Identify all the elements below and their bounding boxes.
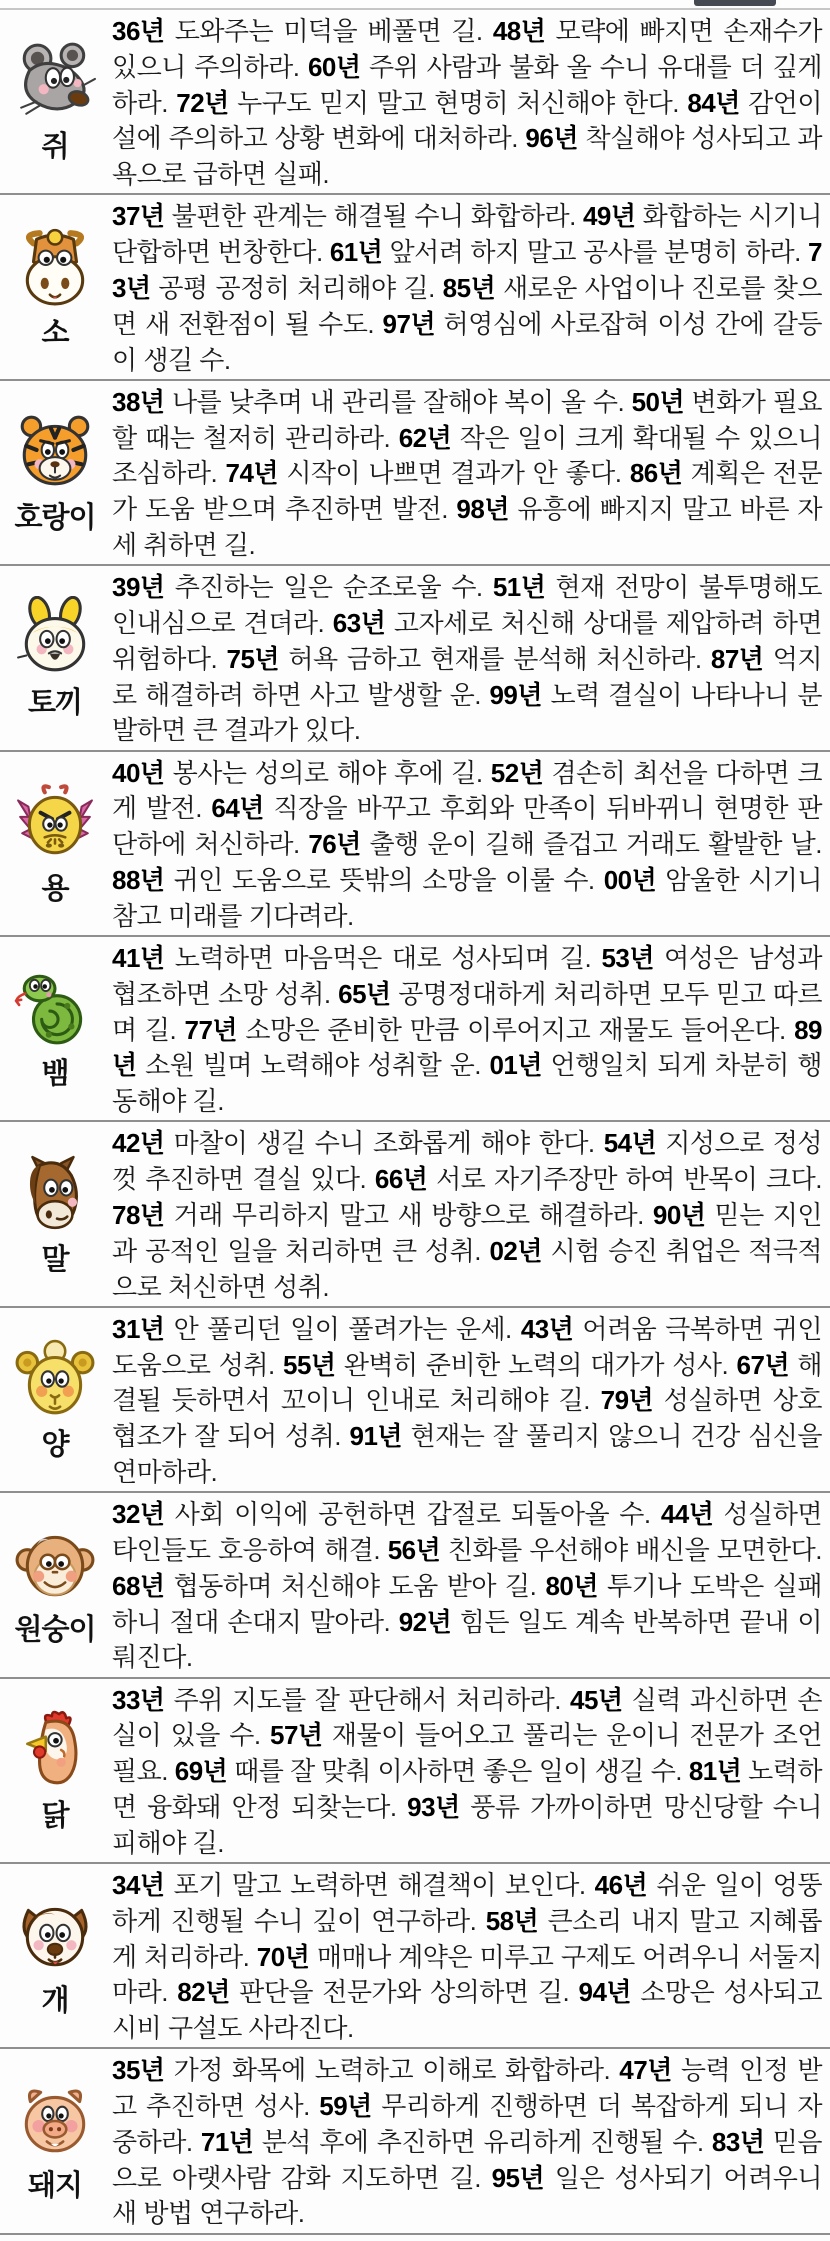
year-marker: 88년 [112, 864, 165, 895]
zodiac-label: 개 [41, 1985, 69, 2018]
fortune-text [110, 10, 830, 193]
horse-icon [14, 1153, 96, 1235]
zodiac-row-rooster [0, 1679, 830, 1864]
year-marker: 77년 [184, 1014, 238, 1045]
fortune-segment: 어려움 극복하면 귀인 도움으로 성취. [112, 1313, 822, 1380]
fortune-segment: 불편한 관계는 해결될 수니 화합하라. [171, 201, 576, 232]
zodiac-row-snake [0, 937, 830, 1122]
year-marker: 35년 [112, 2055, 165, 2086]
fortune-text [110, 937, 830, 1120]
fortune-text [110, 1493, 830, 1676]
fortune-segment: 출행 운이 길해 즐겁고 거래도 활발한 날. [369, 829, 822, 860]
fortune-segment: 암울한 시기니 참고 미래를 기다려라. [112, 864, 822, 931]
zodiac-row-rat [0, 10, 830, 195]
fortune-segment: 노력 결실이 나타나니 분발하면 큰 결과가 있다. [112, 679, 822, 746]
fortune-segment: 포기 말고 노력하면 해결책이 보인다. [173, 1869, 586, 1900]
year-marker: 91년 [349, 1421, 403, 1452]
fortune-segment: 도와주는 미덕을 베풀면 길. [174, 16, 483, 46]
fortune-text [110, 1679, 830, 1862]
year-marker: 76년 [308, 829, 361, 860]
fortune-segment: 유흥에 빠지지 말고 바른 자세 취하면 길. [112, 494, 823, 560]
fortune-segment: 누구도 믿지 말고 현명히 처신해야 한다. [237, 87, 680, 118]
year-marker: 87년 [710, 643, 764, 674]
year-marker: 55년 [282, 1349, 336, 1380]
year-marker: 82년 [177, 1977, 230, 2008]
fortune-segment: 능력 인정 받고 추진하면 성사. [112, 2055, 822, 2122]
zodiac-label: 돼지 [27, 2170, 83, 2203]
fortune-segment: 소원 빌며 노력해야 성취할 운. [145, 1050, 481, 1081]
year-marker: 59년 [319, 2091, 372, 2122]
fortune-text [110, 2049, 830, 2232]
fortune-text [110, 566, 830, 749]
zodiac-label: 닭 [41, 1799, 69, 1832]
fortune-segment: 거래 무리하지 말고 새 방향으로 해결하라. [173, 1199, 644, 1230]
fortune-segment: 사회 이익에 공헌하면 갑절로 되돌아올 수. [174, 1499, 651, 1530]
fortune-segment: 성실하면 상호 협조가 잘 되어 성취. [112, 1385, 822, 1452]
fortune-segment: 언행일치 되게 차분히 행동해야 길. [112, 1050, 822, 1117]
fortune-text [110, 381, 830, 564]
zodiac-row-ox [0, 195, 830, 380]
year-marker: 44년 [660, 1499, 714, 1530]
year-marker: 89년 [112, 1014, 822, 1081]
year-marker: 39년 [112, 572, 165, 603]
fortune-segment: 판단을 전문가와 상의하면 길. [239, 1977, 570, 2008]
zodiac-row-rabbit [0, 566, 830, 751]
year-marker: 53년 [601, 942, 654, 973]
year-marker: 58년 [485, 1905, 539, 1936]
year-marker: 79년 [600, 1385, 654, 1416]
fortune-segment: 서로 자기주장만 하여 반목이 크다. [436, 1164, 822, 1195]
fortune-segment: 허영심에 사로잡혀 이성 간에 갈등이 생길 수. [112, 308, 822, 375]
zodiac-sign-cell [0, 937, 110, 1120]
rat-icon [14, 40, 96, 122]
year-marker: 75년 [226, 643, 280, 674]
zodiac-sign-cell [0, 752, 110, 935]
zodiac-sign-cell [0, 381, 110, 564]
year-marker: 00년 [603, 864, 657, 895]
fortune-segment: 고자세로 처신해 상대를 제압하려 하면 위험하다. [112, 607, 822, 674]
year-marker: 63년 [332, 607, 386, 638]
fortune-segment: 나를 낮추며 내 관리를 잘해야 복이 올 수. [171, 386, 625, 417]
fortune-segment: 현재는 잘 풀리지 않으니 건강 심신을 연마하라. [112, 1421, 823, 1487]
year-marker: 66년 [374, 1164, 428, 1195]
year-marker: 72년 [176, 87, 229, 118]
zodiac-row-dragon [0, 752, 830, 937]
fortune-segment: 분석 후에 추진하면 유리하게 진행될 수. [261, 2126, 704, 2157]
year-marker: 96년 [525, 123, 578, 154]
fortune-segment: 재물이 들어오고 풀리는 운이니 전문가 조언 필요. [112, 1720, 822, 1787]
fortune-text [110, 1122, 830, 1305]
fortune-segment: 풍류 가까이하면 망신당할 수니 피해야 길. [112, 1791, 823, 1858]
fortune-segment: 소망은 성사되고 시비 구설도 사라진다. [112, 1977, 822, 2044]
dog-icon [14, 1894, 96, 1976]
year-marker: 69년 [174, 1756, 228, 1787]
fortune-segment: 때를 잘 맞춰 이사하면 좋은 일이 생길 수. [234, 1756, 683, 1787]
year-marker: 78년 [112, 1199, 165, 1230]
zodiac-sign-cell [0, 1308, 110, 1491]
fortune-segment: 계획은 전문가 도움 받으며 추진하면 발전. [112, 458, 822, 525]
year-marker: 95년 [491, 2162, 545, 2193]
fortune-text [110, 1308, 830, 1491]
zodiac-sign-cell [0, 10, 110, 193]
fortune-segment: 협동하며 처신해야 도움 받아 길. [173, 1570, 537, 1601]
fortune-segment: 안 풀리던 일이 풀려가는 운세. [173, 1313, 512, 1344]
fortune-text [110, 195, 830, 378]
fortune-segment: 감언이설에 주의하고 상황 변화에 대처하라. [112, 87, 822, 154]
fortune-segment: 변화가 필요할 때는 철저히 관리하라. [112, 386, 822, 453]
zodiac-table [0, 8, 830, 2235]
zodiac-row-monkey [0, 1493, 830, 1678]
year-marker: 45년 [570, 1684, 623, 1715]
zodiac-sign-cell [0, 2049, 110, 2232]
year-marker: 74년 [225, 458, 279, 489]
year-marker: 56년 [387, 1534, 441, 1565]
fortune-segment: 추진하는 일은 순조로울 수. [174, 572, 483, 603]
fortune-text [110, 752, 830, 935]
zodiac-row-horse [0, 1122, 830, 1307]
year-marker: 83년 [711, 2126, 765, 2157]
year-marker: 42년 [112, 1128, 165, 1159]
fortune-segment: 믿음으로 아랫사람 감화 지도하면 길. [112, 2126, 822, 2193]
fortune-text [110, 1864, 830, 2047]
fortune-segment: 작은 일이 크게 확대될 수 있으니 조심하라. [112, 422, 822, 489]
fortune-segment: 마찰이 생길 수니 조화롭게 해야 한다. [173, 1128, 595, 1159]
fortune-segment: 친화를 우선해야 배신을 모면한다. [447, 1534, 822, 1565]
year-marker: 98년 [456, 494, 509, 525]
fortune-segment: 큰소리 내지 말고 지혜롭게 처리하라. [112, 1905, 822, 1972]
fortune-segment: 억지로 해결하려 하면 사고 발생할 운. [112, 643, 822, 710]
zodiac-label: 소 [41, 316, 69, 349]
cropped-header-remnant [694, 0, 776, 6]
ox-icon [14, 226, 96, 308]
tiger-icon [14, 411, 96, 493]
year-marker: 68년 [112, 1570, 165, 1601]
zodiac-row-pig [0, 2049, 830, 2234]
fortune-segment: 현재 전망이 불투명해도 인내심으로 견뎌라. [112, 572, 822, 638]
fortune-segment: 화합하는 시기니 단합하면 번창한다. [112, 201, 822, 268]
fortune-segment: 주위 지도를 잘 판단해서 처리하라. [173, 1684, 562, 1715]
year-marker: 02년 [489, 1235, 542, 1266]
fortune-segment: 공명정대하게 처리하면 모두 믿고 따르며 길. [112, 978, 822, 1045]
zodiac-sign-cell [0, 195, 110, 378]
year-marker: 36년 [112, 16, 165, 46]
fortune-segment: 성실하면 타인들도 호응하여 해결. [112, 1499, 822, 1565]
year-marker: 65년 [338, 978, 391, 1009]
fortune-segment: 주위 사람과 불화 올 수니 유대를 더 깊게 하라. [112, 51, 823, 118]
year-marker: 94년 [578, 1977, 632, 2008]
year-marker: 60년 [307, 51, 361, 82]
zodiac-sign-cell [0, 1493, 110, 1676]
zodiac-label: 토끼 [27, 687, 83, 720]
year-marker: 32년 [112, 1499, 165, 1530]
fortune-segment: 쉬운 일이 엉뚱하게 진행될 수니 깊이 연구하라. [112, 1869, 822, 1936]
zodiac-label: 쥐 [41, 131, 69, 164]
fortune-segment: 봉사는 성의로 해야 후에 길. [172, 757, 483, 788]
dragon-icon [14, 782, 96, 864]
fortune-segment: 여성은 남성과 협조하면 소망 성취. [112, 942, 822, 1009]
fortune-segment: 허욕 금하고 현재를 분석해 처신하라. [288, 643, 702, 674]
fortune-segment: 소망은 준비한 만큼 이루어지고 재물도 들어온다. [245, 1014, 786, 1045]
fortune-segment: 착실해야 성사되고 과욕으로 급하면 실패. [112, 123, 822, 190]
year-marker: 34년 [112, 1869, 165, 1900]
fortune-segment: 해결될 듯하면서 꼬이니 인내로 처리해야 길. [112, 1349, 822, 1416]
zodiac-sign-cell [0, 1122, 110, 1305]
fortune-segment: 가정 화목에 노력하고 이해로 화합하라. [173, 2055, 611, 2086]
fortune-segment: 새로운 사업이나 진로를 찾으면 새 전환점이 될 수도. [112, 272, 822, 339]
fortune-segment: 무리하게 진행하면 더 복잡하게 되니 자중하라. [112, 2091, 823, 2157]
year-marker: 90년 [652, 1199, 706, 1230]
zodiac-label: 양 [41, 1428, 69, 1461]
fortune-segment: 매매나 계약은 미루고 구제도 어려우니 서둘지 마라. [112, 1941, 822, 2008]
year-marker: 48년 [492, 16, 546, 46]
year-marker: 31년 [112, 1313, 165, 1344]
zodiac-label: 뱀 [41, 1058, 69, 1091]
fortune-segment: 완벽히 준비한 노력의 대가가 성사. [343, 1349, 729, 1380]
year-marker: 80년 [545, 1570, 598, 1601]
year-marker: 52년 [490, 757, 544, 788]
snake-icon [14, 967, 96, 1049]
year-marker: 84년 [687, 87, 740, 118]
fortune-segment: 노력하면 마음먹은 대로 성사되며 길. [174, 942, 592, 973]
year-marker: 99년 [489, 679, 542, 710]
zodiac-sign-cell [0, 566, 110, 749]
year-marker: 71년 [200, 2126, 254, 2157]
zodiac-row-sheep [0, 1308, 830, 1493]
year-marker: 01년 [489, 1050, 542, 1081]
fortune-segment: 일은 성사되기 어려우니 새 방법 연구하라. [112, 2162, 822, 2229]
rabbit-icon [14, 596, 96, 678]
year-marker: 97년 [382, 308, 436, 339]
year-marker: 67년 [736, 1349, 790, 1380]
year-marker: 81년 [688, 1756, 742, 1787]
year-marker: 93년 [407, 1791, 460, 1822]
zodiac-label: 원숭이 [14, 1614, 96, 1647]
fortune-segment: 직장을 바꾸고 후회와 만족이 뒤바뀌니 현명한 판단하에 처신하라. [112, 793, 823, 860]
zodiac-row-dog [0, 1864, 830, 2049]
fortune-segment: 실력 과신하면 손실이 있을 수. [112, 1684, 822, 1751]
fortune-segment: 앞서려 하지 말고 공사를 분명히 하라. [389, 237, 801, 268]
fortune-segment: 노력하면 융화돼 안정 되찾는다. [112, 1756, 823, 1822]
zodiac-label: 말 [41, 1243, 69, 1276]
zodiac-sign-cell [0, 1679, 110, 1862]
fortune-segment: 모략에 빠지면 손재수가 있으니 주의하라. [112, 16, 822, 82]
year-marker: 38년 [112, 386, 165, 417]
year-marker: 33년 [112, 1684, 165, 1715]
fortune-segment: 귀인 도움으로 뜻밖의 소망을 이룰 수. [173, 864, 595, 895]
fortune-segment: 시험 승진 취업은 적극적으로 처신하면 성취. [112, 1235, 822, 1302]
year-marker: 61년 [329, 237, 383, 268]
zodiac-row-tiger [0, 381, 830, 566]
year-marker: 64년 [211, 793, 264, 824]
year-marker: 41년 [112, 942, 165, 973]
rooster-icon [14, 1709, 96, 1791]
year-marker: 49년 [582, 201, 636, 232]
year-marker: 92년 [398, 1606, 452, 1637]
year-marker: 54년 [603, 1128, 657, 1159]
fortune-segment: 공평 공정히 처리해야 길. [158, 272, 435, 303]
year-marker: 43년 [520, 1313, 574, 1344]
zodiac-label: 용 [41, 872, 69, 905]
fortune-segment: 투기나 도박은 실패하니 절대 손대지 말아라. [112, 1570, 822, 1637]
sheep-icon [14, 1338, 96, 1420]
year-marker: 40년 [112, 757, 165, 788]
year-marker: 86년 [629, 458, 683, 489]
year-marker: 85년 [442, 272, 496, 303]
fortune-segment: 겸손히 최선을 다하면 크게 발전. [112, 757, 822, 824]
fortune-segment: 믿는 지인과 공적인 일을 처리하면 큰 성취. [112, 1199, 822, 1266]
year-marker: 46년 [594, 1869, 648, 1900]
year-marker: 50년 [631, 386, 685, 417]
year-marker: 51년 [492, 572, 546, 603]
zodiac-sign-cell [0, 1864, 110, 2047]
pig-icon [14, 2079, 96, 2161]
fortune-segment: 시작이 나쁘면 결과가 안 좋다. [286, 458, 622, 489]
zodiac-label: 호랑이 [14, 501, 96, 534]
year-marker: 62년 [398, 422, 452, 453]
year-marker: 47년 [619, 2055, 672, 2086]
year-marker: 57년 [269, 1720, 323, 1751]
year-marker: 37년 [112, 201, 165, 232]
fortune-segment: 힘든 일도 계속 반복하면 끝내 이뤄진다. [112, 1606, 822, 1673]
monkey-icon [14, 1523, 96, 1605]
fortune-segment: 지성으로 정성껏 추진하면 결실 있다. [112, 1128, 822, 1195]
year-marker: 73년 [112, 237, 822, 303]
year-marker: 70년 [256, 1941, 310, 1972]
